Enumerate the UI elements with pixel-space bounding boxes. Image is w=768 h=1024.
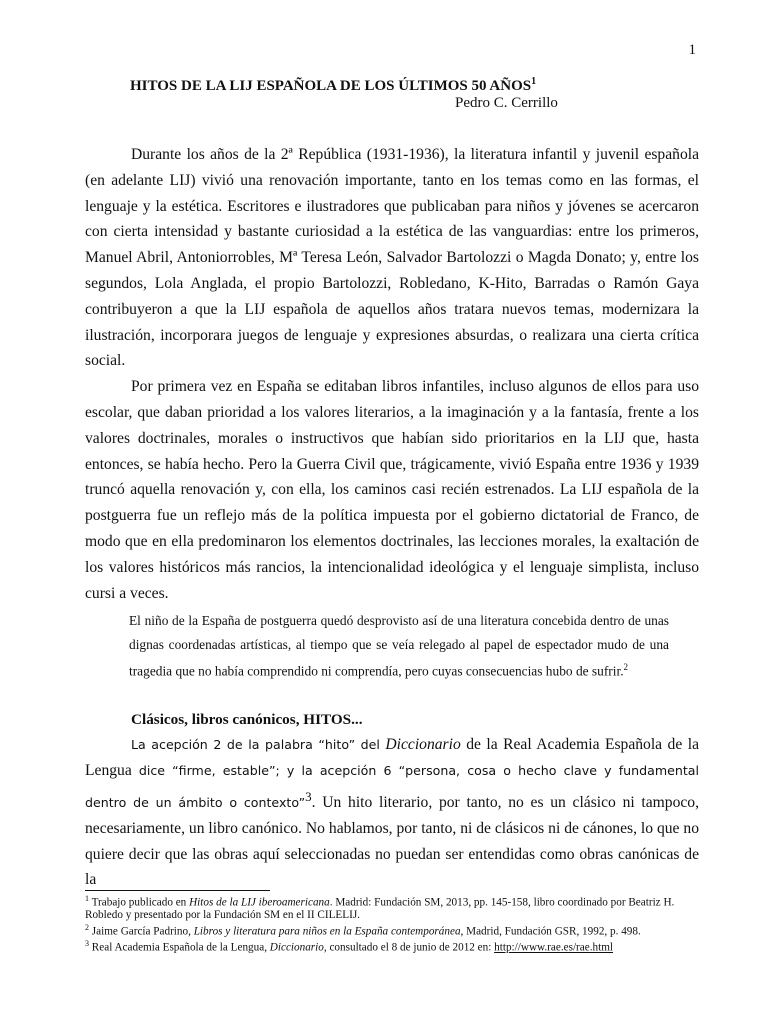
footnote-text: Jaime García Padrino, [91, 925, 194, 938]
page-number: 1 [688, 42, 696, 58]
paragraph-3-dictionary: Diccionario [385, 736, 461, 754]
paragraph-3-text-b: de la Real Academia Española de la Lengua [85, 736, 699, 780]
paragraph-3 [85, 732, 699, 893]
footnote-italic: Diccionario [269, 941, 324, 954]
document-body [85, 142, 699, 893]
quote-footnote-marker: 2 [623, 662, 629, 673]
footnote-text: , Madrid, Fundación GSR, 1992, p. 498. [460, 925, 641, 938]
rae-link[interactable]: http://www.rae.es/rae.html [494, 941, 614, 954]
footnote-text: , consultado el 8 de junio de 2012 en: [323, 941, 495, 954]
footnote-number: 3 [85, 939, 89, 949]
footnote-text: Real Academia Española de la Lengua, [91, 941, 270, 954]
section-heading: Clásicos, libros canónicos, HITOS... [131, 711, 363, 729]
paragraph-3-footnote-marker: 3 [305, 788, 312, 804]
footnote-italic: Libros y literatura para niños en la España contemporánea [193, 925, 461, 938]
footnote-3 [85, 938, 700, 954]
paragraph-3-text-d: . Un hito literario, por tanto, no es un clásico ni tampoco, necesariamente, un libro canónico. No hablamos, por tanto, ni de clásicos ni de cánones, lo que no quiere decir que las obras aquí seleccionadas no puedan ser entendidas como obras canónicas de la [85, 794, 699, 889]
title-text: HITOS DE LA LIJ ESPAÑOLA DE LOS ÚLTIMOS 50 AÑOS [130, 78, 532, 94]
footnote-number: 1 [85, 894, 89, 903]
paper-title [130, 76, 536, 95]
footnotes [85, 893, 700, 955]
footnote-text: Trabajo publicado en [91, 896, 190, 909]
footnote-number: 2 [85, 922, 89, 932]
footnote-1 [85, 893, 700, 922]
block-quote [129, 609, 669, 683]
paragraph-1: Durante los años de la 2ª República (1931-1936), la literatura infantil y juvenil española (en adelante LIJ) vivió una renovación importante, tanto en los temas como en las formas, el lenguaje y la estética. Escritores e ilustradores que publicaban para niños y jóvenes se acercaron con cierta intensidad y bastante curiosidad a la estética de las vanguardias: entre los primeros, Manuel Abril, Antoniorrobles, Mª Teresa León, Salvador Bartolozzi o Magda Donato; y, entre los segundos, Lola Anglada, el propio Bartolozzi, Robledano, K-Hito, Barradas o Ramón Gaya contribuyeron a que la LIJ española de aquellos años tratara nuevos temas, modernizara la ilustración, incorporara juegos de lenguaje y expresiones absurdas, o realizara una cierta crítica social. [85, 146, 699, 370]
paragraph-2: Por primera vez en España se editaban libros infantiles, incluso algunos de ellos para uso escolar, que daban prioridad a los valores literarios, a la imaginación y a la fantasía, frente a los valores doctrinales, morales o instructivos que habían sido prioritarios en la LIJ que, hasta entonces, se había hecho. Pero la Guerra Civil que, trágicamente, vivió España entre 1936 y 1939 truncó aquella renovación y, con ella, los caminos casi recién estrenados. La LIJ española de la postguerra fue un reflejo más de la política impuesta por el gobierno dictatorial de Franco, de modo que en ella predominaron los elementos doctrinales, las lecciones morales, la exaltación de los valores históricos más rancios, la intencionalidad ideológica y el lenguaje simplista, incluso cursi a veces. [85, 378, 699, 602]
footnote-separator [85, 890, 270, 891]
quote-text: El niño de la España de postguerra quedó desprovisto así de una literatura concebida dentro de unas dignas coordenadas artísticas, al tiempo que se veía relegado al papel de espectador mudo de una tragedia que no había comprendido ni comprendía, pero cuyas consecuencias hubo de sufrir. [129, 613, 669, 679]
author: Pedro C. Cerrillo [455, 95, 558, 111]
footnote-text: . Madrid: Fundación SM, 2013, pp. 145-158, libro coordinado por Beatriz H. Robledo y presentado por la Fundación SM en el II CILELIJ. [85, 896, 675, 922]
footnote-italic: Hitos de la LIJ iberoamericana [189, 896, 330, 909]
footnote-2 [85, 922, 700, 938]
title-footnote-marker: 1 [531, 76, 537, 87]
paragraph-3-text-c: dice “firme, estable”; y la acepción 6 “persona, cosa o hecho clave y fundamental dentro de un ámbito o contexto” [85, 763, 699, 811]
paragraph-3-text-a: La acepción 2 de la palabra “hito” del [131, 737, 380, 753]
